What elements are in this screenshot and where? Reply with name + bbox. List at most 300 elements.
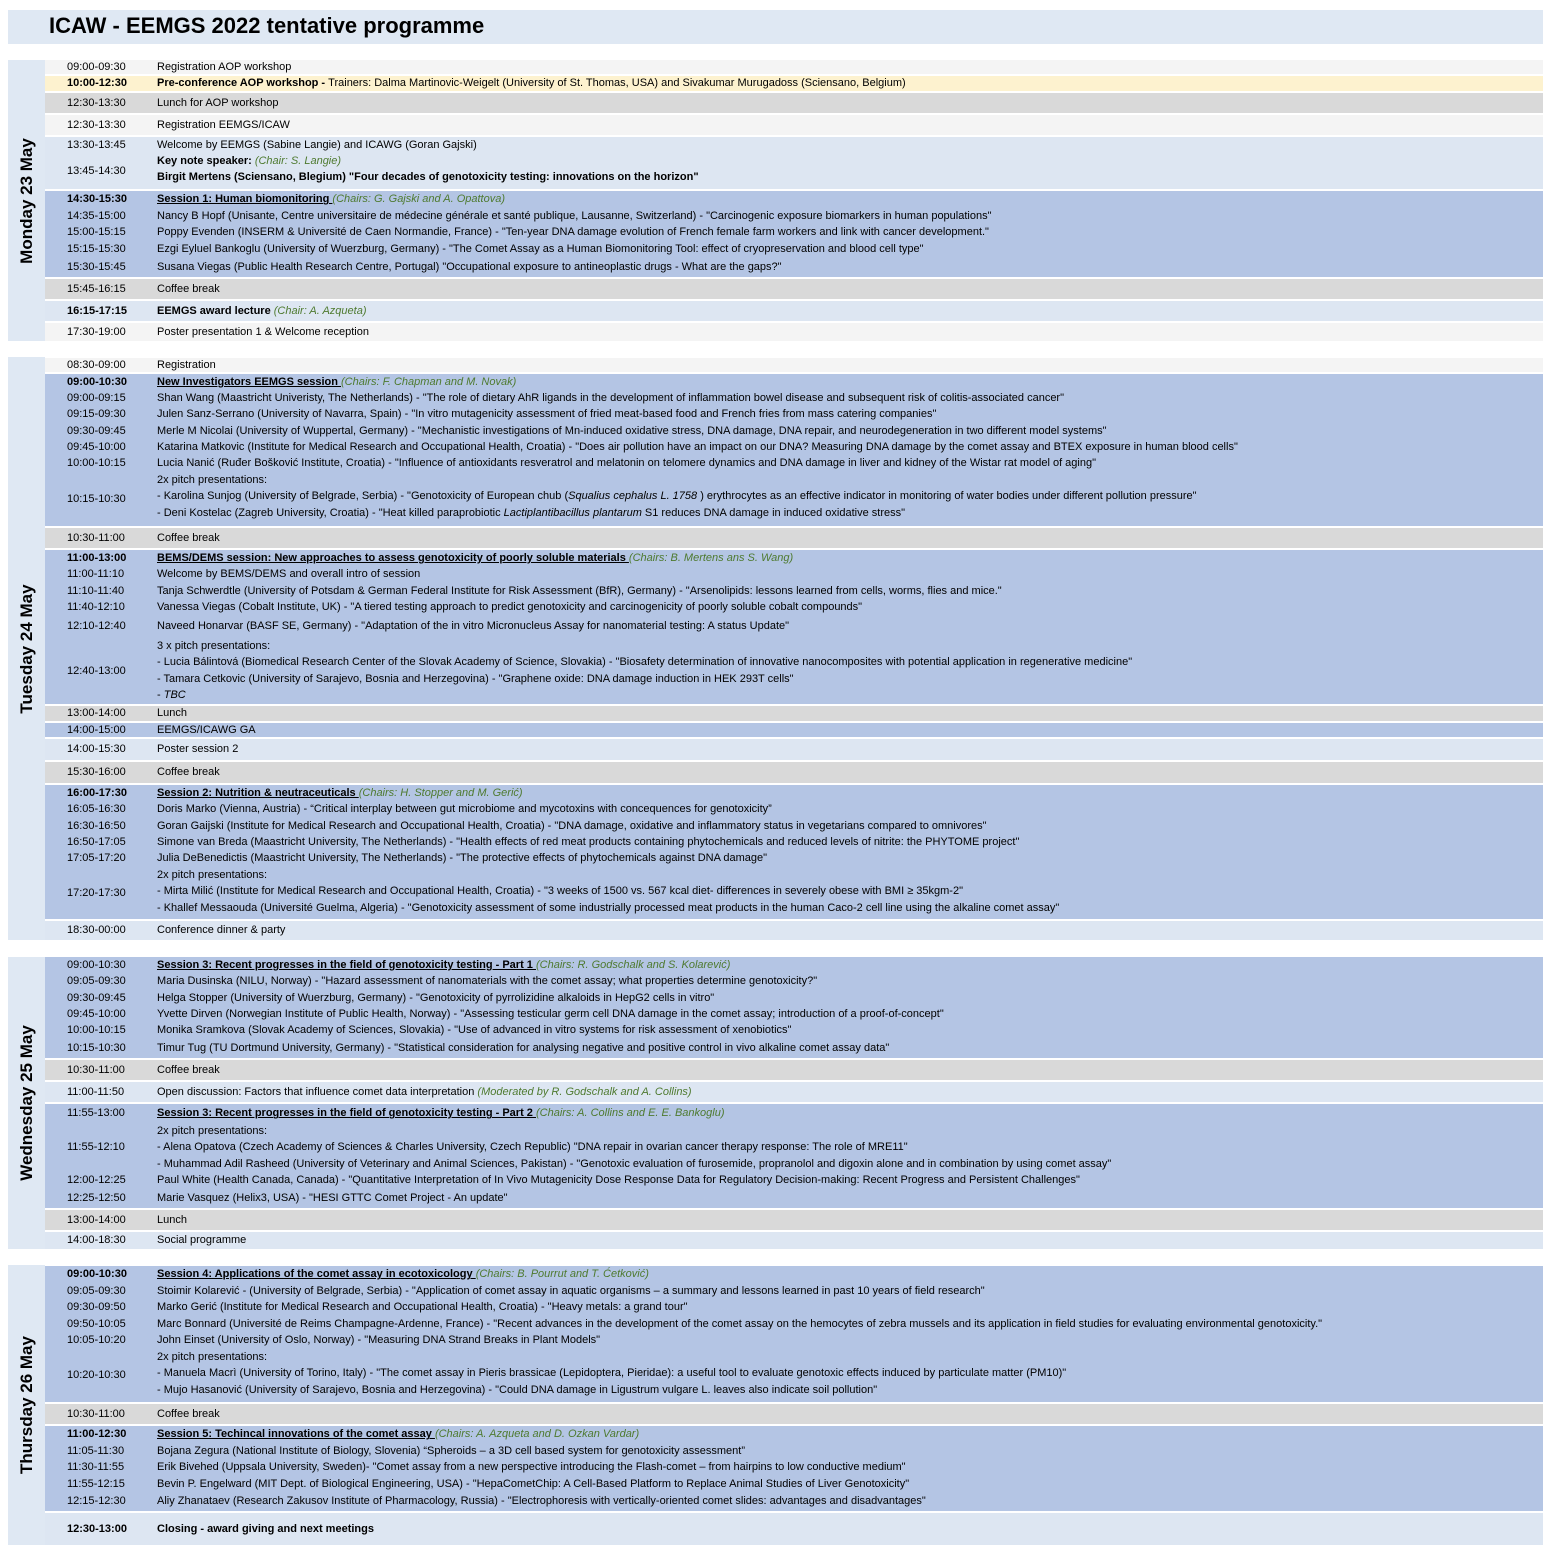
session-line [157, 1190, 508, 1206]
session-time: 11:00-11:10 [67, 568, 125, 581]
session-text: Yvette Dirven (Norwegian Institute of Public Health, Norway) - "Assessing testicular germ cell DNA damage in the comet assay; introduction of a proof-of-concept" [157, 1007, 944, 1020]
session-content [157, 850, 1543, 867]
session-text: Helga Stopper (University of Wuerzburg, Germany) - "Genotoxicity of pyrrolizidine alkaloids in HepG2 cells in vitro" [157, 991, 715, 1004]
day-block [8, 60, 1543, 341]
session-time: 13:00-14:00 [67, 707, 126, 720]
session-text: 3 x pitch presentations: [157, 640, 271, 652]
session-line [157, 95, 278, 111]
programme-row [45, 1426, 1543, 1443]
session-line [157, 867, 1543, 883]
programme-row [45, 1332, 1543, 1349]
session-text: Registration AOP workshop [157, 60, 292, 73]
session-content [157, 638, 1543, 703]
session-content [157, 1476, 1543, 1492]
session-time: 13:00-14:00 [67, 1213, 126, 1226]
chair-note: (Chair: A. Azqueta) [273, 304, 367, 317]
session-line [157, 1105, 725, 1121]
session-content [157, 1172, 1543, 1189]
session-line [157, 818, 987, 834]
session-time: 12:10-12:40 [67, 620, 126, 633]
session-content [157, 60, 1543, 74]
session-text: New Investigators EEMGS session [157, 375, 342, 388]
session-content [157, 76, 1543, 91]
session-text: Coffee break [157, 282, 220, 295]
session-content [157, 739, 1543, 760]
session-line [157, 439, 1238, 455]
session-content [157, 785, 1543, 801]
session-text: Social programme [157, 1234, 247, 1247]
session-text: Katarina Matkovic (Institute for Medical Research and Occupational Health, Croatia) - "Does air pollution have an impact on our DNA? Measuring DNA damage by the comet assay and BTEX exposure in human blood cells" [157, 440, 1238, 453]
session-line [157, 957, 730, 973]
session-content [157, 990, 1543, 1006]
session-time: 11:05-11:30 [67, 1444, 125, 1457]
programme-row [45, 374, 1543, 390]
session-text: 2x pitch presentations: [157, 474, 268, 486]
session-content [157, 374, 1543, 390]
session-content [157, 973, 1543, 990]
session-content [157, 93, 1543, 113]
session-time: 08:30-09:00 [67, 358, 126, 371]
session-content [157, 1492, 1543, 1511]
programme-row [45, 1476, 1543, 1492]
session-line [157, 834, 1019, 850]
session-time: 10:30-11:00 [67, 1407, 125, 1420]
programme-row [45, 867, 1543, 919]
session-time: 10:15-10:30 [67, 492, 126, 505]
session-time: 17:05-17:20 [67, 852, 126, 865]
session-time: 14:00-18:30 [67, 1234, 126, 1247]
programme-row [45, 60, 1543, 74]
session-text: Conference dinner & party [157, 924, 286, 937]
session-line [157, 671, 1543, 687]
session-text: Doris Marko (Vienna, Austria) - “Critical interplay between gut microbiome and mycotoxins with concequences for genotoxicity” [157, 803, 772, 816]
session-text: - Mujo Hasanović (University of Sarajevo, Bosnia and Herzegovina) - "Could DNA damage in Ligustrum vulgare L. leaves also indicate soil pollution" [157, 1383, 878, 1396]
session-text: - Tamara Cetkovic (University of Sarajevo, Bosnia and Herzegovina) - "Graphene oxide: DNA damage induction in HEK 293T cells" [157, 672, 794, 685]
session-content [157, 224, 1543, 241]
session-content [157, 762, 1543, 783]
session-text: - Manuela Macrì (University of Torino, Italy) - "The comet assay in Pieris brassicae (Lepidoptera, Pieridae): a useful tool to evaluate genotoxic effects induced by particulate matter (PM10)" [157, 1367, 1067, 1380]
chair-note: (Chairs: B. Pourrut and T. Ćetković) [475, 1268, 649, 1281]
session-line [157, 1232, 246, 1248]
programme-row [45, 1513, 1543, 1545]
session-text: 2x pitch presentations: [157, 869, 268, 881]
session-text: Session 3: Recent progresses in the field of genotoxicity testing - Part 1 [157, 958, 536, 971]
session-content [157, 1189, 1543, 1208]
session-text: - Karolina Sunjog (University of Belgrade, Serbia) - "Genotoxicity of European chub ( [157, 490, 569, 503]
session-time: 10:20-10:30 [67, 1369, 126, 1382]
programme-row [45, 1210, 1543, 1230]
programme-row [45, 1283, 1543, 1299]
session-content [157, 1459, 1543, 1476]
session-text: Trainers: Dalma Martinovic-Weigelt (University of St. Thomas, USA) and Sivakumar Murugadoss (Sciensano, Belgium) [328, 77, 906, 90]
session-line [157, 973, 817, 989]
session-time: 12:30-13:00 [67, 1522, 127, 1535]
session-line [157, 224, 989, 240]
chair-note: (Chairs: G. Gajski and A. Opattova) [332, 193, 506, 206]
session-text: EEMGS award lecture [157, 304, 274, 317]
programme-row [45, 1316, 1543, 1332]
session-time: 09:50-10:05 [67, 1317, 126, 1330]
session-line [157, 281, 220, 297]
session-line [157, 801, 772, 817]
programme-row [45, 1123, 1543, 1172]
session-line [157, 153, 1543, 169]
session-content [157, 1404, 1543, 1424]
programme-row [45, 257, 1543, 277]
programme-row [45, 137, 1543, 153]
session-time: 11:55-12:10 [67, 1141, 125, 1154]
session-content [157, 1022, 1543, 1039]
session-text: Session 3: Recent progresses in the field of genotoxicity testing - Part 2 [157, 1107, 536, 1120]
session-text: Julen Sanz-Serrano (University of Navarra, Spain) - "In vitro mutagenicity assessment of fried meat-based food and French fries from mass catering companies" [157, 408, 937, 421]
session-text: - Alena Opatova (Czech Academy of Sciences & Charles University, Czech Republic) "DNA repair in ovarian cancer therapy response: The role of MRE11" [157, 1141, 908, 1154]
session-content [157, 279, 1543, 299]
programme-row [45, 1172, 1543, 1189]
session-time: 09:05-09:30 [67, 975, 126, 988]
session-time: 09:00-10:30 [67, 375, 127, 388]
session-line [157, 922, 285, 938]
session-text: Coffee break [157, 1063, 220, 1076]
session-text: - Deni Kostelac (Zagreb University, Croatia) - "Heat killed paraprobiotic [157, 506, 504, 519]
session-text: Lunch for AOP workshop [157, 96, 279, 109]
session-time: 11:55-12:15 [67, 1477, 125, 1490]
session-line [157, 1172, 1080, 1188]
day-label [8, 957, 45, 1249]
session-time: 09:45-10:00 [67, 1007, 126, 1020]
chair-note: (Chairs: A. Collins and E. E. Bankoglu) [535, 1107, 725, 1120]
programme-row [45, 1060, 1543, 1080]
session-content [157, 137, 1543, 153]
session-time: 09:30-09:45 [67, 424, 126, 437]
session-text: Marc Bonnard (Université de Reims Champagne-Ardenne, France) - "Recent advances in the development of the comet assay on the hemocytes of zebra mussels and its application in field studies for evaluating environmental genotoxicity." [157, 1317, 1323, 1330]
session-content [157, 1299, 1543, 1316]
session-text: Coffee break [157, 531, 220, 544]
session-time: 14:35-15:00 [67, 209, 126, 222]
session-text: Erik Bivehed (Uppsala University, Sweden)- "Comet assay from a new perspective introducing the Flash-comet – from hairpins to low conductive medium" [157, 1461, 906, 1474]
session-text: Maria Dusinska (NILU, Norway) - "Hazard assessment of nanomaterials with the comet assay; what properties determine genotoxicity?" [157, 975, 818, 988]
session-text: Goran Gaijski (Institute for Medical Research and Occupational Health, Croatia) - "DNA damage, oxidative and inflammatory status in vegetarians compared to omnivores" [157, 819, 987, 832]
session-text: Session 4: Applications of the comet assay in ecotoxicology [157, 1268, 476, 1281]
session-time: 09:30-09:50 [67, 1301, 126, 1314]
session-content [157, 406, 1543, 423]
session-content [157, 1006, 1543, 1022]
session-text: TBC [163, 688, 186, 701]
session-line [157, 1406, 220, 1422]
session-line [157, 1332, 600, 1348]
session-content [157, 706, 1543, 721]
session-content [157, 472, 1543, 521]
programme-row [45, 785, 1543, 801]
session-time: 09:45-10:00 [67, 440, 126, 453]
programme-row [45, 973, 1543, 990]
session-text: Coffee break [157, 766, 220, 779]
programme-row [45, 76, 1543, 91]
session-text: Session 5: Techincal innovations of the comet assay [157, 1428, 435, 1441]
day-label-text: Tuesday 24 May [16, 583, 36, 714]
session-text: - [157, 688, 164, 701]
session-text: Poster session 2 [157, 743, 239, 756]
session-content [157, 1104, 1543, 1123]
session-text: 2x pitch presentations: [157, 1125, 268, 1137]
session-line [157, 357, 216, 373]
day-label-text: Monday 23 May [16, 137, 36, 264]
session-line [157, 1266, 649, 1282]
day-label-text: Thursday 26 May [16, 1336, 36, 1474]
programme-row [45, 1459, 1543, 1476]
chair-note: (Chairs: R. Godschalk and S. Kolarević) [535, 958, 731, 971]
session-time: 13:45-14:30 [67, 164, 126, 177]
session-line [157, 423, 1107, 439]
session-content [157, 834, 1543, 850]
session-content [157, 1266, 1543, 1283]
session-line [157, 259, 782, 275]
session-content [157, 153, 1543, 186]
programme-row [45, 1022, 1543, 1039]
session-line [157, 1212, 187, 1228]
session-line [157, 1022, 791, 1038]
session-text: John Einset (University of Oslo, Norway) - "Measuring DNA Strand Breaks in Plant Models" [157, 1334, 601, 1347]
session-time: 11:00-12:30 [67, 1428, 127, 1441]
session-content [157, 390, 1543, 406]
session-time: 16:50-17:05 [67, 835, 126, 848]
chair-note: (Chairs: H. Stopper and M. Gerić) [358, 786, 523, 799]
programme-row [45, 1349, 1543, 1402]
session-text: Registration EEMGS/ICAW [157, 118, 290, 131]
session-line [157, 583, 1002, 599]
session-time: 15:15-15:30 [67, 242, 126, 255]
session-text: Session 1: Human biomonitoring [157, 193, 333, 206]
session-text: Birgit Mertens (Sciensano, Blegium) "Four decades of genotoxicity testing: innovations on the horizon" [157, 171, 699, 184]
chair-note: (Chairs: A. Azqueta and D. Ozkan Vardar) [434, 1428, 640, 1441]
session-line [157, 324, 369, 340]
session-content [157, 1123, 1543, 1172]
session-content [157, 583, 1543, 599]
session-line [157, 687, 1543, 703]
session-time: 10:00-10:15 [67, 1024, 126, 1037]
page-title: ICAW - EEMGS 2022 tentative programme [49, 13, 485, 38]
session-line [157, 764, 220, 780]
session-content [157, 1443, 1543, 1459]
session-content [157, 1426, 1543, 1443]
session-line [157, 455, 1096, 471]
session-time: 17:30-19:00 [67, 325, 126, 338]
session-line [157, 137, 477, 153]
session-text: 2x pitch presentations: [157, 1351, 268, 1363]
session-text: Tanja Schwerdtle (University of Potsdam & German Federal Institute for Risk Assessment (BfR), Germany) - "Arsenolipids: lessons learned from cells, worms, flies and mice." [157, 584, 1002, 597]
session-time: 10:00-12:30 [67, 77, 127, 90]
session-time: 13:30-13:45 [67, 138, 126, 151]
programme-row [45, 583, 1543, 599]
programme-row [45, 323, 1543, 341]
programme-row [45, 638, 1543, 704]
programme-row [45, 406, 1543, 423]
session-line [157, 406, 936, 422]
session-time: 14:30-15:30 [67, 193, 127, 206]
session-line [157, 1123, 1543, 1139]
programme-row [45, 423, 1543, 439]
session-content [157, 921, 1543, 940]
session-time: 12:30-13:30 [67, 96, 126, 109]
session-text: Poppy Evenden (INSERM & Université de Caen Normandie, France) - "Ten-year DNA damage evolution of French female farm workers and link with cancer development." [157, 226, 989, 239]
session-content [157, 257, 1543, 277]
session-text: Naveed Honarvar (BASF SE, Germany) - "Adaptation of the in vitro Micronucleus Assay for nanomaterial testing: A status Update" [157, 620, 790, 633]
session-text: S1 reduces DNA damage in induced oxidative stress" [641, 506, 906, 519]
session-content [157, 1082, 1543, 1102]
programme-row [45, 1492, 1543, 1511]
session-content [157, 1060, 1543, 1080]
session-text: Key note speaker: [157, 155, 255, 167]
session-line [157, 1365, 1543, 1381]
programme-row [45, 615, 1543, 638]
session-line [157, 599, 862, 615]
day-block [8, 1265, 1543, 1545]
session-line [157, 1443, 745, 1459]
session-time: 09:00-09:30 [67, 60, 126, 73]
programme-row [45, 390, 1543, 406]
session-time: 16:00-17:30 [67, 786, 127, 799]
session-time: 16:05-16:30 [67, 803, 126, 816]
session-line [157, 1459, 906, 1475]
session-line [157, 530, 220, 546]
session-line [157, 1156, 1543, 1172]
session-time: 12:00-12:25 [67, 1174, 126, 1187]
session-content [157, 439, 1543, 455]
programme-row [45, 990, 1543, 1006]
session-content [157, 801, 1543, 818]
programme-row [45, 455, 1543, 472]
programme-row [45, 1006, 1543, 1022]
session-text: Shan Wang (Maastricht Univeristy, The Netherlands) - "The role of dietary AhR ligands in the development of inflammation bowel disease and subsequent risk of colitis-associated cancer" [157, 391, 1065, 404]
programme-row [45, 153, 1543, 189]
session-text: EEMGS/ICAWG GA [157, 723, 256, 736]
session-line [157, 618, 789, 634]
session-line [157, 850, 767, 866]
programme-row [45, 850, 1543, 867]
session-line [157, 900, 1543, 916]
session-text: Welcome by EEMGS (Sabine Langie) and ICAWG (Goran Gajski) [157, 138, 477, 151]
session-line [157, 1316, 1322, 1332]
programme-row [45, 957, 1543, 973]
programme-row [45, 93, 1543, 113]
session-content [157, 423, 1543, 439]
session-content [157, 115, 1543, 135]
session-time: 10:30-11:00 [67, 1063, 125, 1076]
session-content [157, 723, 1543, 737]
session-time: 16:30-16:50 [67, 819, 126, 832]
session-time: 09:05-09:30 [67, 1284, 126, 1297]
session-text: Lucia Nanić (Ruđer Bošković Institute, Croatia) - "Influence of antioxidants resveratrol and melatonin on telomere dynamics and DNA damage in liver and kidney of the Wistar rat model of aging" [157, 457, 1097, 470]
session-text: Pre-conference AOP workshop - [157, 77, 329, 90]
programme-row [45, 801, 1543, 818]
session-time: 14:00-15:30 [67, 743, 126, 756]
session-time: 18:30-00:00 [67, 924, 126, 937]
programme-row [45, 115, 1543, 135]
session-time: 10:30-11:00 [67, 531, 125, 544]
session-time: 15:30-15:45 [67, 260, 126, 273]
chair-note: (Moderated by R. Godschalk and A. Collins) [477, 1085, 692, 1098]
session-time: 15:30-16:00 [67, 766, 126, 779]
programme-row [45, 301, 1543, 321]
session-content [157, 599, 1543, 615]
session-text: Lunch [157, 1213, 187, 1226]
session-content [157, 323, 1543, 341]
programme-row [45, 528, 1543, 548]
session-text: Session 2: Nutrition & neutraceuticals [157, 786, 359, 799]
session-line [157, 566, 420, 582]
session-line [157, 488, 1543, 504]
session-text: Welcome by BEMS/DEMS and overall intro of session [157, 568, 421, 581]
session-content [157, 358, 1543, 372]
session-line [157, 505, 1543, 521]
session-line [157, 241, 924, 257]
session-time: 15:00-15:15 [67, 226, 126, 239]
session-line [157, 990, 714, 1006]
session-text: - Khallef Messaouda (Université Guelma, Algeria) - "Genotoxicity assessment of some industrially processed meat products in the human Caco-2 cell line using the alkaline comet assay" [157, 901, 1060, 914]
session-text: Simone van Breda (Maastricht University, The Netherlands) - "Health effects of red meat products containing phytochemicals and reduced levels of nitrite: the PHYTOME project" [157, 835, 1020, 848]
session-text: ) erythrocytes as an effective indicator in monitoring of water bodies under different pollution pressure" [697, 490, 1197, 503]
session-line [157, 883, 1543, 899]
session-time: 12:30-13:30 [67, 118, 126, 131]
session-content [157, 1210, 1543, 1230]
day-block [8, 957, 1543, 1249]
programme-row [45, 1232, 1543, 1249]
session-line [157, 1349, 1543, 1365]
chair-note: (Chair: S. Langie) [254, 155, 342, 167]
session-line [157, 59, 291, 75]
session-time: 10:05-10:20 [67, 1334, 126, 1347]
session-line [157, 472, 1543, 488]
day-label-text: Wednesday 25 May [16, 1025, 36, 1181]
day-label [8, 357, 45, 940]
session-content [157, 1039, 1543, 1058]
programme-row [45, 1104, 1543, 1123]
session-text: Nancy B Hopf (Unisante, Centre universitaire de médecine générale et santé publique, Lausanne, Switzerland) - "Carcinogenic exposure biomarkers in human populations" [157, 209, 992, 222]
session-line [157, 208, 992, 224]
session-content [157, 1232, 1543, 1249]
session-time: 11:30-11:55 [67, 1461, 125, 1474]
programme-row [45, 439, 1543, 455]
day-label [8, 1265, 45, 1545]
session-text: Merle M Nicolai (University of Wuppertal, Germany) - "Mechanistic investigations of Mn-induced oxidative stress, DNA damage, DNA repair, and neurodegeneration in two different model systems" [157, 424, 1107, 437]
session-content [157, 957, 1543, 973]
session-line [157, 550, 793, 566]
session-text: Julia DeBenedictis (Maastricht University, The Netherlands) - "The protective effects of phytochemicals against DNA damage" [157, 852, 768, 865]
session-line [157, 1476, 909, 1492]
session-text: Marie Vasquez (Helix3, USA) - "HESI GTTC Comet Project - An update" [157, 1192, 508, 1205]
session-time: 09:00-09:15 [67, 391, 126, 404]
programme-row [45, 224, 1543, 241]
session-content [157, 818, 1543, 834]
programme-row [45, 279, 1543, 299]
session-line [157, 1521, 374, 1537]
programme-row [45, 208, 1543, 224]
programme-row [45, 818, 1543, 834]
programme-row [45, 358, 1543, 372]
programme-row [45, 921, 1543, 940]
session-content [157, 615, 1543, 638]
session-text: Timur Tug (TU Dortmund University, Germany) - "Statistical consideration for analysing negative and positive control in vivo alkaline comet assay data" [157, 1042, 890, 1055]
session-line [157, 374, 516, 390]
session-line [157, 1493, 926, 1509]
chair-note: (Chairs: B. Mertens ans S. Wang) [628, 551, 794, 564]
session-text: Squalius cephalus L. 1758 [568, 490, 698, 503]
session-content [157, 1513, 1543, 1545]
session-line [157, 1299, 688, 1315]
session-text: - Muhammad Adil Rasheed (University of Veterinary and Animal Sciences, Pakistan) - "Genotoxic evaluation of furosemide, propranolol and digoxin alone and in combination by using comet assay" [157, 1157, 1112, 1170]
chair-note: (Chairs: F. Chapman and M. Novak) [341, 375, 517, 388]
programme-row [45, 762, 1543, 783]
session-time: 14:00-15:00 [67, 723, 126, 736]
